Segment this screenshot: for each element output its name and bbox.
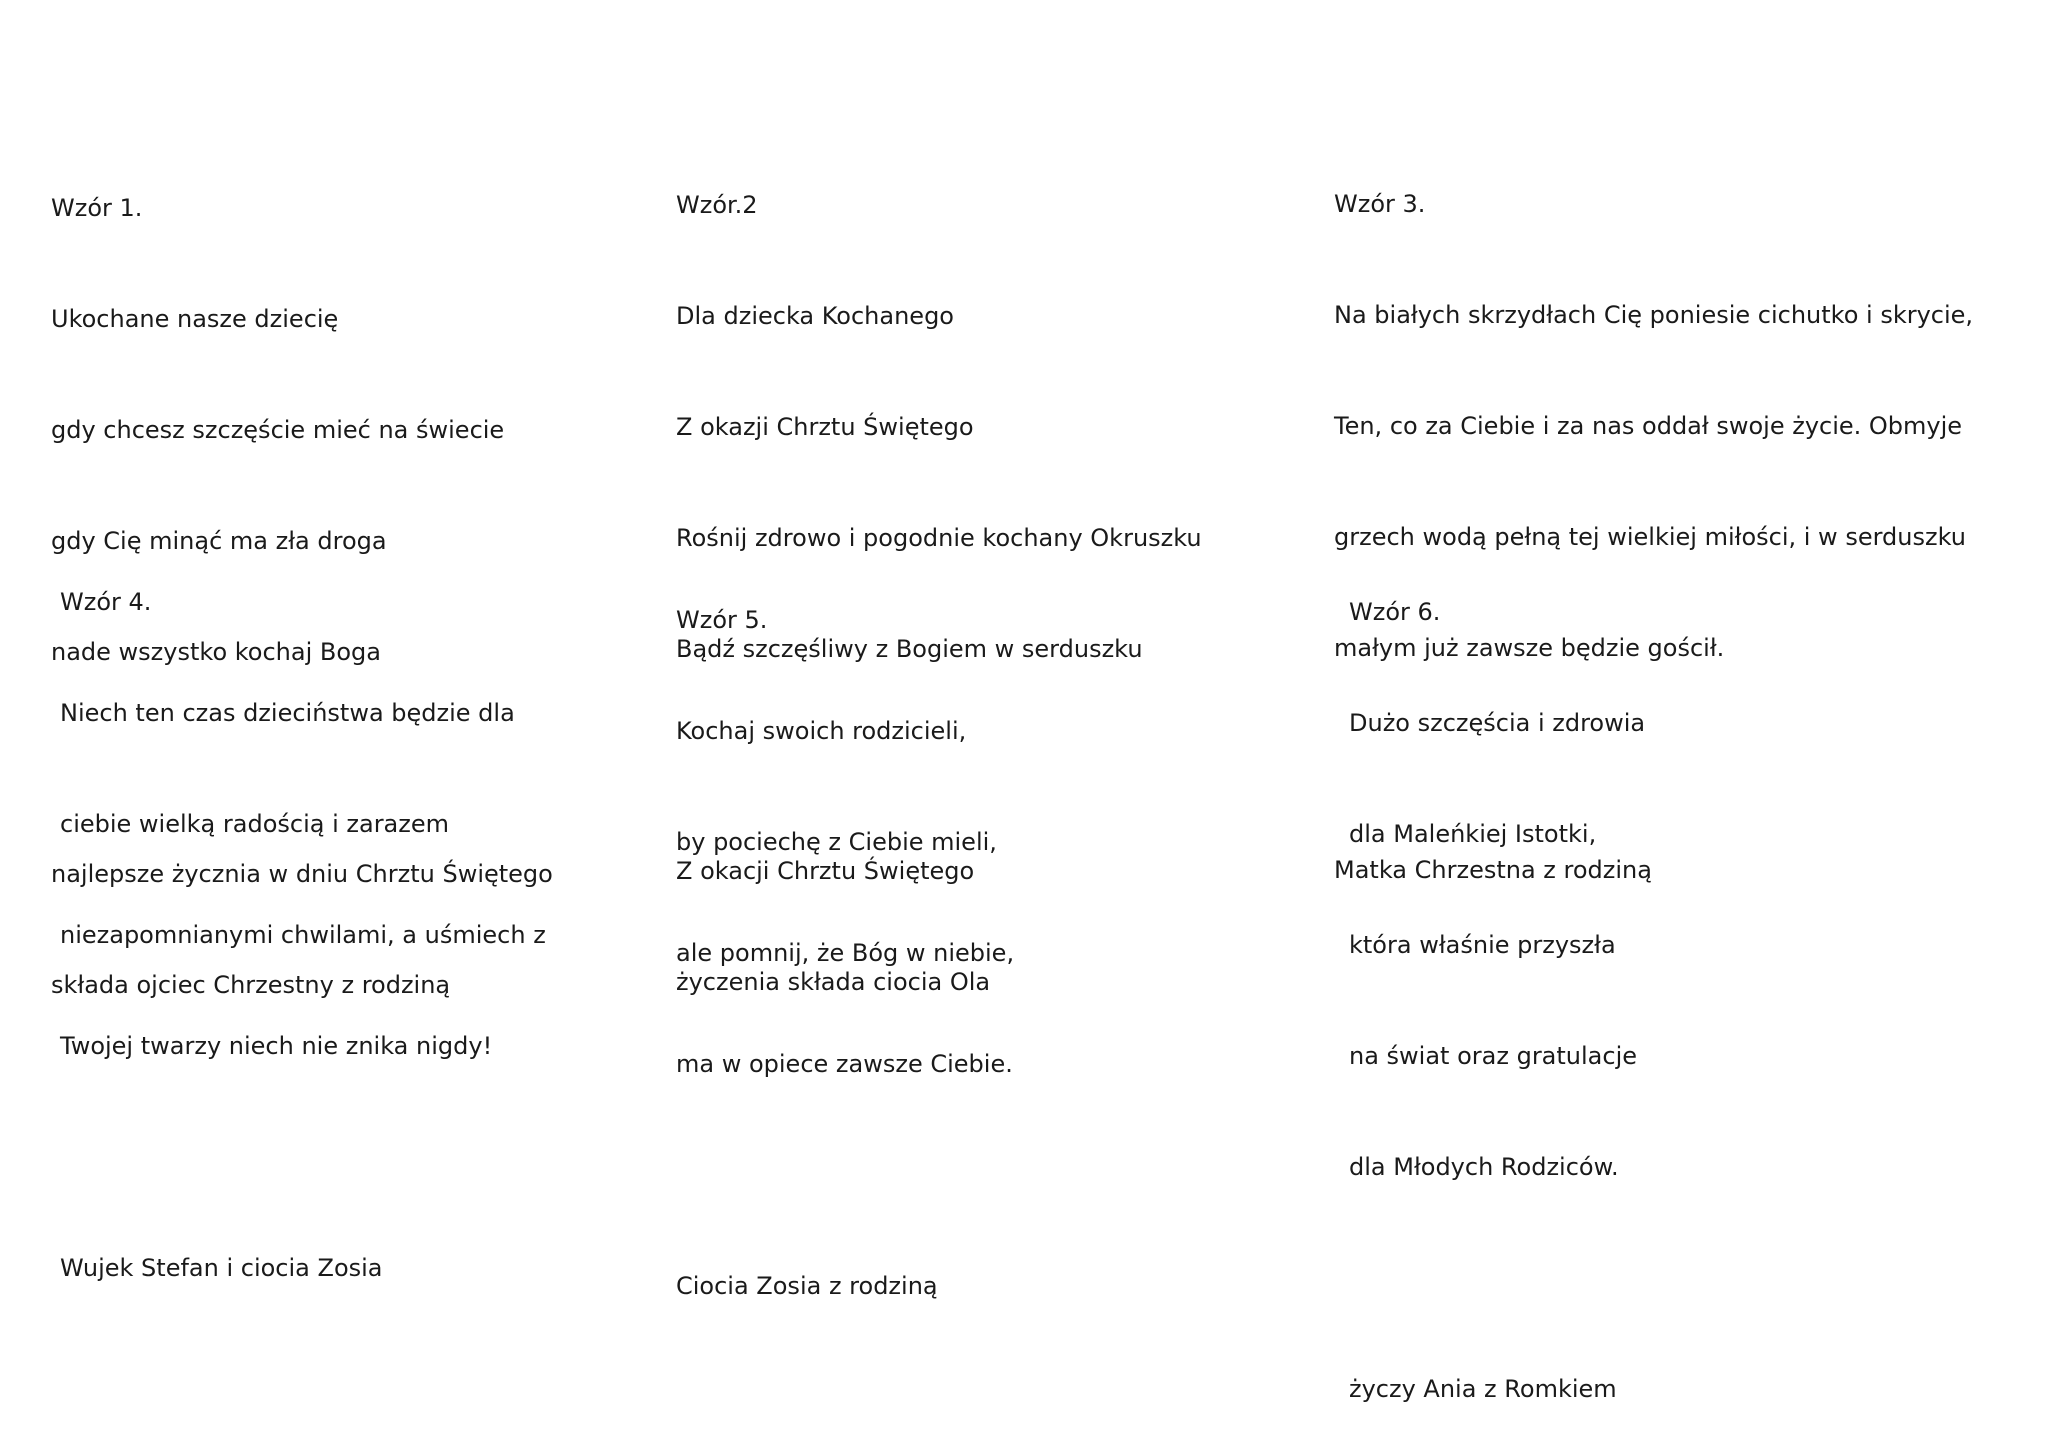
verse-line: nade wszystko kochaj Boga bbox=[51, 638, 381, 666]
verse-line: Ten, co za Ciebie i za nas oddał swoje życie. Obmyje bbox=[1334, 412, 1963, 440]
spacer bbox=[1349, 1260, 1645, 1297]
verse-line: Niech ten czas dzieciństwa będzie dla bbox=[60, 699, 515, 727]
spacer bbox=[676, 1157, 1014, 1194]
verse-line: dla Maleńkiej Istotki, bbox=[1349, 820, 1597, 848]
verse-line: Kochaj swoich rodzicieli, bbox=[676, 717, 967, 745]
verse-line: gdy chcesz szczęście mieć na świecie bbox=[51, 416, 505, 444]
verse-line: Twojej twarzy niech nie znika nigdy! bbox=[60, 1032, 493, 1060]
verse-line: ciebie wielką radością i zarazem bbox=[60, 810, 450, 838]
verse-line: małym już zawsze będzie gościł. bbox=[1334, 634, 1725, 662]
spacer bbox=[60, 1139, 546, 1176]
signature-line: życzy Ania z Romkiem bbox=[1349, 1375, 1617, 1403]
verse-line: na świat oraz gratulacje bbox=[1349, 1042, 1638, 1070]
verse-line: by pociechę z Ciebie mieli, bbox=[676, 828, 997, 856]
pattern-6 bbox=[1349, 520, 1645, 1445]
verse-line: niezapomnianymi chwilami, a uśmiech z bbox=[60, 921, 546, 949]
signature-line: Matka Chrzestna z rodziną bbox=[1334, 856, 1652, 884]
verse-line: dla Młodych Rodziców. bbox=[1349, 1153, 1619, 1181]
signature-line: najlepsze życznia w dniu Chrztu Świętego bbox=[51, 860, 553, 888]
pattern-title: Wzór.2 bbox=[676, 191, 758, 219]
verse-line: ma w opiece zawsze Ciebie. bbox=[676, 1050, 1013, 1078]
pattern-title: Wzór 6. bbox=[1349, 598, 1441, 626]
signature-line: Ciocia Zosia z rodziną bbox=[676, 1272, 938, 1300]
pattern-4 bbox=[60, 510, 546, 1324]
pattern-title: Wzór 4. bbox=[60, 588, 152, 616]
verse-line: Z okazji Chrztu Świętego bbox=[676, 413, 974, 441]
verse-line: ale pomnij, że Bóg w niebie, bbox=[676, 939, 1015, 967]
verse-line: gdy Cię minąć ma zła droga bbox=[51, 527, 387, 555]
verse-line: która właśnie przyszła bbox=[1349, 931, 1616, 959]
signature-line: składa ojciec Chrzestny z rodziną bbox=[51, 971, 451, 999]
verse-line: Dla dziecka Kochanego bbox=[676, 302, 954, 330]
signature-line: życzenia składa ciocia Ola bbox=[676, 968, 991, 996]
verse-line: grzech wodą pełną tej wielkiej miłości, i w serduszku bbox=[1334, 523, 1966, 551]
signature-line: Z okacji Chrztu Świętego bbox=[676, 857, 975, 885]
pattern-title: Wzór 1. bbox=[51, 194, 143, 222]
verse-line: Na białych skrzydłach Cię poniesie cichutko i skrycie, bbox=[1334, 301, 1974, 329]
pattern-title: Wzór 3. bbox=[1334, 190, 1426, 218]
pattern-title: Wzór 5. bbox=[676, 606, 768, 634]
signature-line: Wujek Stefan i ciocia Zosia bbox=[60, 1254, 383, 1282]
pattern-5 bbox=[676, 528, 1014, 1342]
verse-line: Bądź szczęśliwy z Bogiem w serduszku bbox=[676, 635, 1143, 663]
verse-line: Ukochane nasze dziecię bbox=[51, 305, 339, 333]
verse-line: Dużo szczęścia i zdrowia bbox=[1349, 709, 1646, 737]
verse-line: Rośnij zdrowo i pogodnie kochany Okruszku bbox=[676, 524, 1202, 552]
